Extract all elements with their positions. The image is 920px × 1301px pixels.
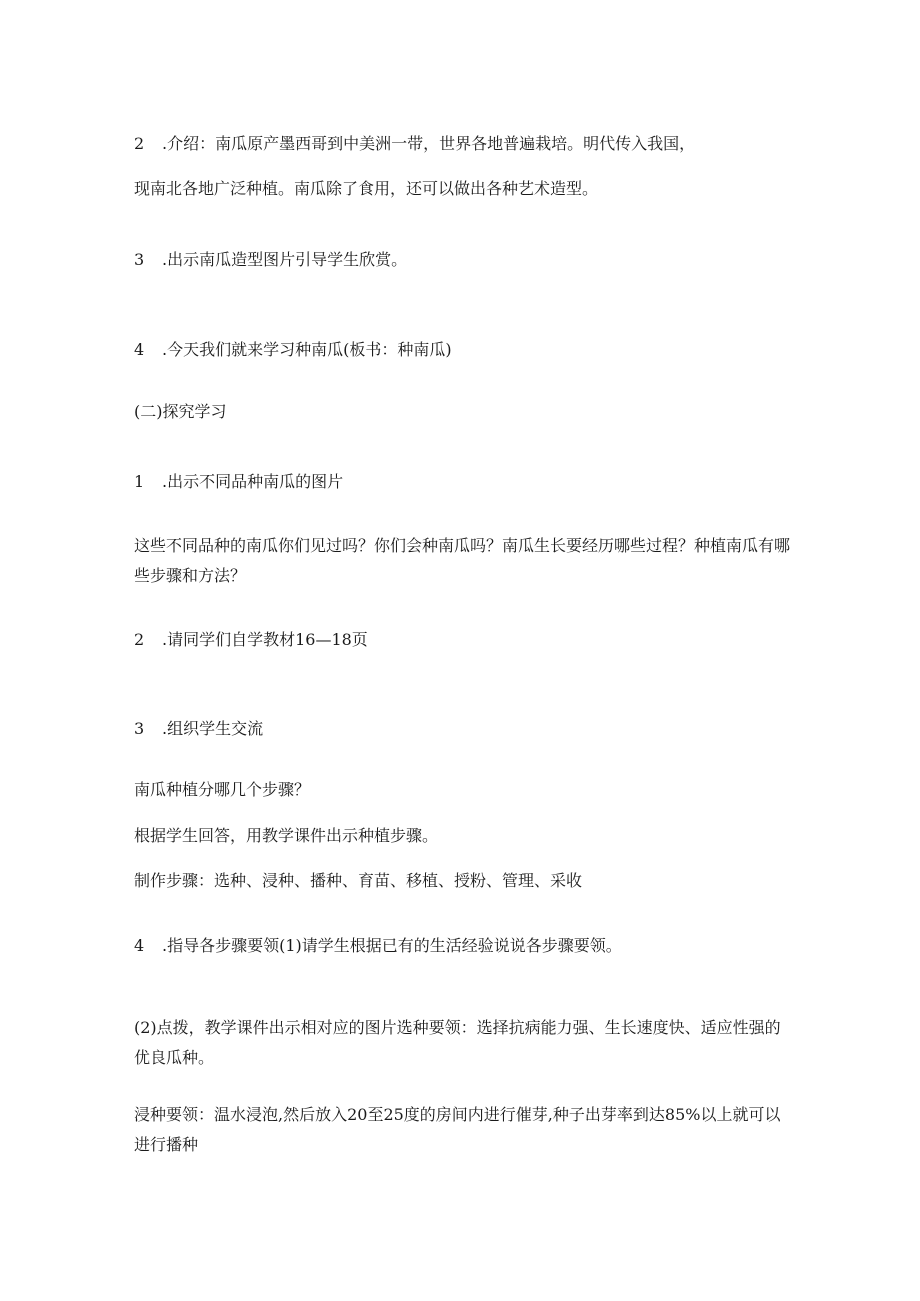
paragraph-text: .组织学生交流 (162, 719, 264, 738)
paragraph-text: .介绍：南瓜原产墨西哥到中美洲一带，世界各地普遍栽培。明代传入我国， (162, 134, 696, 153)
paragraph-4-today-topic (134, 338, 452, 362)
paragraph-3-show-images (134, 248, 407, 272)
paragraph-2-intro (134, 132, 695, 156)
item-number: 3 (134, 250, 145, 269)
paragraph-text: .出示不同品种南瓜的图片 (162, 472, 344, 491)
paragraph-show-steps (134, 824, 438, 848)
paragraph-text: .出示南瓜造型图片引导学生欣赏。 (162, 250, 408, 269)
paragraph-steps-list (134, 869, 582, 893)
item-number: 2 (134, 630, 145, 649)
item-number: 4 (134, 340, 145, 359)
item-number: 2 (134, 134, 145, 153)
paragraph-text: 浸种要领：温水浸泡,然后放入20至25度的房间内进行催芽,种子出芽率到达85%以上就可以进行播种 (134, 1105, 781, 1154)
paragraph-text: 现南北各地广泛种植。南瓜除了食用，还可以做出各种艺术造型。 (134, 179, 599, 198)
paragraph-2-self-study (134, 628, 368, 652)
paragraph-steps-question (134, 778, 310, 802)
paragraph-text: .请同学们自学教材16—18页 (162, 630, 368, 649)
paragraph-3-organize-exchange (134, 717, 263, 741)
item-number: 4 (134, 936, 145, 955)
item-number: 3 (134, 719, 145, 738)
paragraph-questions (134, 531, 794, 591)
paragraph-text: 南瓜种植分哪几个步骤？ (134, 780, 311, 799)
paragraph-text: .今天我们就来学习种南瓜(板书：种南瓜) (162, 340, 452, 359)
item-number: 1 (134, 472, 145, 491)
paragraph-text: 根据学生回答，用教学课件出示种植步骤。 (134, 826, 439, 845)
paragraph-4-guide-steps (134, 934, 622, 958)
section-heading-text: (二)探究学习 (134, 402, 227, 421)
paragraph-1-show-varieties (134, 470, 343, 494)
paragraph-text: (2)点拨，教学课件出示相对应的图片选种要领：选择抗病能力强、生长速度快、适应性强的优良瓜种。 (134, 1018, 781, 1067)
section-heading (134, 400, 227, 424)
paragraph-text: .指导各步骤要领(1)请学生根据已有的生活经验说说各步骤要领。 (162, 936, 622, 955)
paragraph-soaking-seeds (134, 1100, 794, 1160)
paragraph-seed-selection (134, 1013, 794, 1073)
paragraph-text: 制作步骤：选种、浸种、播种、育苗、移植、授粉、管理、采收 (134, 871, 583, 890)
paragraph-2-intro-continued (134, 177, 598, 201)
paragraph-text: 这些不同品种的南瓜你们见过吗？你们会种南瓜吗？南瓜生长要经历哪些过程？种植南瓜有哪些步骤和方法？ (134, 536, 791, 585)
